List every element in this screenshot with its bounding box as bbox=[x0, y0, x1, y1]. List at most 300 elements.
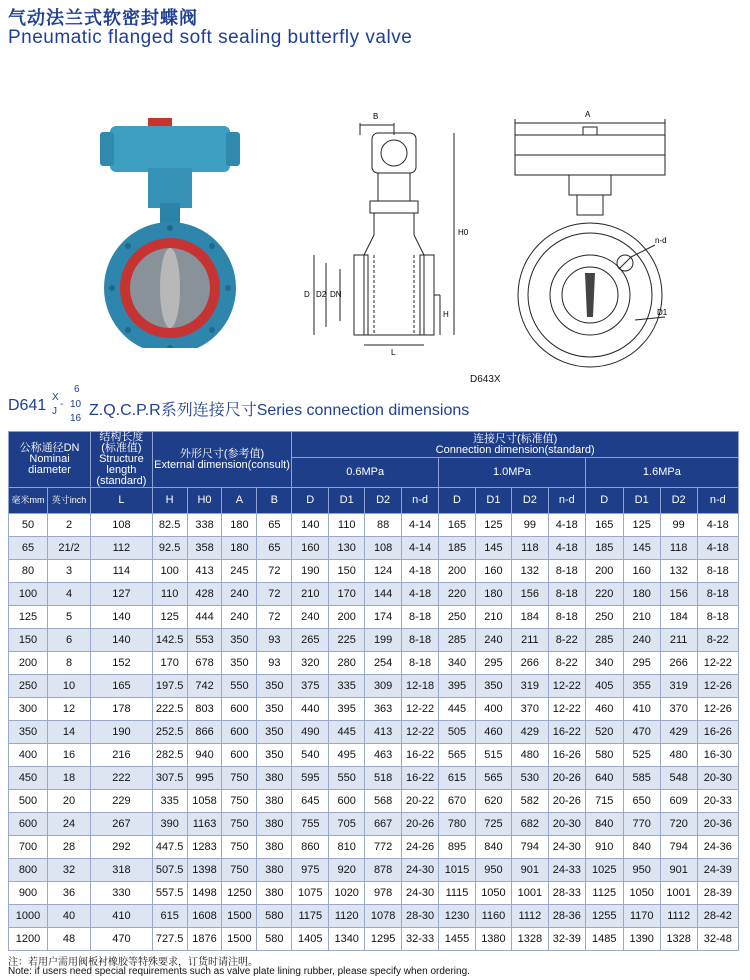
table-cell: 32-39 bbox=[548, 928, 585, 951]
table-cell: 108 bbox=[365, 537, 402, 560]
table-cell: 670 bbox=[439, 790, 476, 813]
table-cell: 520 bbox=[585, 721, 623, 744]
table-cell: 210 bbox=[475, 606, 511, 629]
table-row bbox=[9, 767, 739, 790]
table-cell: 495 bbox=[329, 744, 365, 767]
table-cell: 16-26 bbox=[697, 721, 738, 744]
table-cell: 950 bbox=[623, 859, 660, 882]
table-cell: 12-18 bbox=[402, 675, 439, 698]
table-cell: 901 bbox=[511, 859, 548, 882]
table-cell: 2 bbox=[48, 514, 91, 537]
table-cell: 750 bbox=[222, 767, 257, 790]
table-cell: 580 bbox=[257, 928, 292, 951]
table-cell: 400 bbox=[9, 744, 48, 767]
table-cell: 380 bbox=[257, 790, 292, 813]
table-cell: 428 bbox=[187, 583, 222, 606]
table-cell: 8-18 bbox=[697, 560, 738, 583]
col-h: H bbox=[152, 488, 187, 514]
table-cell: 295 bbox=[475, 652, 511, 675]
table-cell: 165 bbox=[91, 675, 153, 698]
table-cell: 380 bbox=[257, 767, 292, 790]
side-view-drawing bbox=[290, 105, 490, 385]
table-cell: 222 bbox=[91, 767, 153, 790]
table-row bbox=[9, 514, 739, 537]
connection-header: 连接尺寸(标准值) Connection dimension(standard) bbox=[292, 432, 739, 458]
table-cell: 125 bbox=[623, 514, 660, 537]
table-cell: 216 bbox=[91, 744, 153, 767]
table-cell: 705 bbox=[329, 813, 365, 836]
table-row bbox=[9, 537, 739, 560]
table-cell: 1112 bbox=[660, 905, 697, 928]
col-l: L bbox=[91, 488, 153, 514]
table-cell: 16-22 bbox=[402, 767, 439, 790]
col-h0: H0 bbox=[187, 488, 222, 514]
col-d1-06: D1 bbox=[329, 488, 365, 514]
note-en: Note: if users need special requirements such as valve plate lining rubber, please specify when ordering. bbox=[8, 966, 470, 977]
table-cell: 18 bbox=[48, 767, 91, 790]
table-cell: 110 bbox=[152, 583, 187, 606]
table-cell: 580 bbox=[585, 744, 623, 767]
table-body bbox=[9, 514, 739, 951]
table-cell: 878 bbox=[365, 859, 402, 882]
table-cell: 112 bbox=[91, 537, 153, 560]
table-cell: 1058 bbox=[187, 790, 222, 813]
table-cell: 445 bbox=[439, 698, 476, 721]
table-cell: 65 bbox=[257, 514, 292, 537]
table-cell: 285 bbox=[439, 629, 476, 652]
table-cell: 429 bbox=[511, 721, 548, 744]
table-cell: 1608 bbox=[187, 905, 222, 928]
table-cell: 10 bbox=[48, 675, 91, 698]
table-cell: 480 bbox=[660, 744, 697, 767]
table-cell: 609 bbox=[660, 790, 697, 813]
table-cell: 515 bbox=[475, 744, 511, 767]
col-d-10: D bbox=[439, 488, 476, 514]
table-cell: 1328 bbox=[511, 928, 548, 951]
table-cell: 185 bbox=[585, 537, 623, 560]
table-cell: 320 bbox=[292, 652, 329, 675]
table-cell: 800 bbox=[9, 859, 48, 882]
table-cell: 1015 bbox=[439, 859, 476, 882]
table-cell: 285 bbox=[585, 629, 623, 652]
table-cell: 280 bbox=[329, 652, 365, 675]
table-cell: 250 bbox=[9, 675, 48, 698]
table-cell: 582 bbox=[511, 790, 548, 813]
table-row bbox=[9, 560, 739, 583]
table-cell: 12-22 bbox=[548, 698, 585, 721]
table-cell: 118 bbox=[660, 537, 697, 560]
table-cell: 395 bbox=[329, 698, 365, 721]
table-cell: 355 bbox=[623, 675, 660, 698]
table-cell: 725 bbox=[475, 813, 511, 836]
table-cell: 200 bbox=[585, 560, 623, 583]
table-cell: 20-30 bbox=[697, 767, 738, 790]
table-cell: 80 bbox=[9, 560, 48, 583]
table-cell: 750 bbox=[222, 836, 257, 859]
table-cell: 24-30 bbox=[548, 836, 585, 859]
table-cell: 470 bbox=[623, 721, 660, 744]
table-cell: 32 bbox=[48, 859, 91, 882]
table-cell: 557.5 bbox=[152, 882, 187, 905]
col-b: B bbox=[257, 488, 292, 514]
table-cell: 500 bbox=[9, 790, 48, 813]
table-cell: 380 bbox=[257, 836, 292, 859]
table-cell: 150 bbox=[9, 629, 48, 652]
series-top-num: 6 bbox=[74, 384, 80, 395]
dim-nd-label: n-d bbox=[655, 236, 667, 245]
series-sub-j: J bbox=[52, 406, 57, 417]
table-cell: 40 bbox=[48, 905, 91, 928]
table-cell: 1170 bbox=[623, 905, 660, 928]
table-cell: 240 bbox=[475, 629, 511, 652]
table-cell: 600 bbox=[329, 790, 365, 813]
table-cell: 350 bbox=[475, 675, 511, 698]
table-cell: 1500 bbox=[222, 928, 257, 951]
col-d2-16: D2 bbox=[660, 488, 697, 514]
table-cell: 28-33 bbox=[548, 882, 585, 905]
col-mm: 毫米mm bbox=[9, 488, 48, 514]
table-cell: 4-18 bbox=[402, 560, 439, 583]
table-cell: 14 bbox=[48, 721, 91, 744]
table-cell: 12-22 bbox=[697, 652, 738, 675]
table-cell: 20-33 bbox=[697, 790, 738, 813]
table-cell: 470 bbox=[91, 928, 153, 951]
table-cell: 100 bbox=[9, 583, 48, 606]
table-cell: 615 bbox=[152, 905, 187, 928]
table-cell: 28-36 bbox=[548, 905, 585, 928]
table-cell: 413 bbox=[187, 560, 222, 583]
col-d1-16: D1 bbox=[623, 488, 660, 514]
col-nd-06: n-d bbox=[402, 488, 439, 514]
table-cell: 8-18 bbox=[697, 606, 738, 629]
table-cell: 160 bbox=[623, 560, 660, 583]
table-cell: 330 bbox=[91, 882, 153, 905]
table-cell: 125 bbox=[475, 514, 511, 537]
table-cell: 1112 bbox=[511, 905, 548, 928]
table-cell: 450 bbox=[9, 767, 48, 790]
table-cell: 405 bbox=[585, 675, 623, 698]
table-cell: 750 bbox=[222, 859, 257, 882]
table-cell: 1380 bbox=[475, 928, 511, 951]
table-row bbox=[9, 721, 739, 744]
table-cell: 24-30 bbox=[402, 859, 439, 882]
table-row bbox=[9, 905, 739, 928]
table-cell: 975 bbox=[292, 859, 329, 882]
table-cell: 132 bbox=[511, 560, 548, 583]
table-cell: 780 bbox=[439, 813, 476, 836]
table-cell: 72 bbox=[257, 560, 292, 583]
table-cell: 36 bbox=[48, 882, 91, 905]
table-cell: 16 bbox=[48, 744, 91, 767]
table-cell: 65 bbox=[9, 537, 48, 560]
table-cell: 142.5 bbox=[152, 629, 187, 652]
table-row bbox=[9, 836, 739, 859]
connection-dimensions-table bbox=[8, 431, 739, 951]
table-cell: 211 bbox=[660, 629, 697, 652]
table-cell: 1295 bbox=[365, 928, 402, 951]
table-cell: 350 bbox=[257, 675, 292, 698]
table-cell: 145 bbox=[623, 537, 660, 560]
table-cell: 530 bbox=[511, 767, 548, 790]
table-cell: 1020 bbox=[329, 882, 365, 905]
structure-header: 结构长度 (标准值) Structure length (standard) bbox=[91, 432, 153, 488]
table-cell: 380 bbox=[257, 859, 292, 882]
table-cell: 525 bbox=[623, 744, 660, 767]
table-cell: 266 bbox=[511, 652, 548, 675]
table-cell: 309 bbox=[365, 675, 402, 698]
table-cell: 240 bbox=[222, 606, 257, 629]
table-cell: 750 bbox=[222, 790, 257, 813]
table-cell: 12 bbox=[48, 698, 91, 721]
table-cell: 16-22 bbox=[548, 721, 585, 744]
table-cell: 4-18 bbox=[402, 583, 439, 606]
table-cell: 1000 bbox=[9, 905, 48, 928]
table-cell: 72 bbox=[257, 606, 292, 629]
table-cell: 12-22 bbox=[402, 721, 439, 744]
table-cell: 180 bbox=[222, 537, 257, 560]
table-cell: 28 bbox=[48, 836, 91, 859]
table-cell: 742 bbox=[187, 675, 222, 698]
series-mid-num: 10 bbox=[70, 399, 82, 410]
table-cell: 180 bbox=[475, 583, 511, 606]
table-cell: 5 bbox=[48, 606, 91, 629]
table-cell: 1160 bbox=[475, 905, 511, 928]
table-cell: 114 bbox=[91, 560, 153, 583]
table-cell: 380 bbox=[257, 882, 292, 905]
table-cell: 265 bbox=[292, 629, 329, 652]
table-cell: 93 bbox=[257, 629, 292, 652]
table-cell: 860 bbox=[292, 836, 329, 859]
table-cell: 335 bbox=[152, 790, 187, 813]
table-cell: 4-18 bbox=[697, 514, 738, 537]
table-cell: 8-18 bbox=[402, 629, 439, 652]
table-cell: 1025 bbox=[585, 859, 623, 882]
table-cell: 358 bbox=[187, 537, 222, 560]
table-row bbox=[9, 813, 739, 836]
table-cell: 667 bbox=[365, 813, 402, 836]
table-cell: 1398 bbox=[187, 859, 222, 882]
table-cell: 8 bbox=[48, 652, 91, 675]
table-cell: 197.5 bbox=[152, 675, 187, 698]
table-cell: 8-18 bbox=[402, 606, 439, 629]
table-cell: 727.5 bbox=[152, 928, 187, 951]
dim-d1-label: D1 bbox=[657, 308, 668, 317]
table-cell: 190 bbox=[292, 560, 329, 583]
table-cell: 245 bbox=[222, 560, 257, 583]
table-cell: 4-14 bbox=[402, 537, 439, 560]
dim-h-label: H bbox=[443, 310, 449, 319]
table-cell: 65 bbox=[257, 537, 292, 560]
table-cell: 240 bbox=[222, 583, 257, 606]
table-cell: 160 bbox=[475, 560, 511, 583]
table-cell: 132 bbox=[660, 560, 697, 583]
table-cell: 28-39 bbox=[697, 882, 738, 905]
dim-dn-label: DN bbox=[330, 290, 342, 299]
table-cell: 840 bbox=[475, 836, 511, 859]
table-cell: 199 bbox=[365, 629, 402, 652]
table-cell: 28-30 bbox=[402, 905, 439, 928]
table-cell: 1050 bbox=[623, 882, 660, 905]
pressure-16-header: 1.6MPa bbox=[585, 458, 738, 488]
table-cell: 8-22 bbox=[548, 652, 585, 675]
model-label: D643X bbox=[470, 374, 501, 385]
table-cell: 720 bbox=[660, 813, 697, 836]
table-cell: 170 bbox=[329, 583, 365, 606]
table-cell: 340 bbox=[439, 652, 476, 675]
table-cell: 125 bbox=[9, 606, 48, 629]
table-cell: 553 bbox=[187, 629, 222, 652]
table-cell: 21/2 bbox=[48, 537, 91, 560]
table-cell: 20-36 bbox=[697, 813, 738, 836]
table-cell: 363 bbox=[365, 698, 402, 721]
col-d2-06: D2 bbox=[365, 488, 402, 514]
table-cell: 920 bbox=[329, 859, 365, 882]
table-cell: 794 bbox=[660, 836, 697, 859]
table-cell: 1115 bbox=[439, 882, 476, 905]
table-cell: 678 bbox=[187, 652, 222, 675]
table-cell: 620 bbox=[475, 790, 511, 813]
pressure-10-header: 1.0MPa bbox=[439, 458, 586, 488]
table-cell: 580 bbox=[257, 905, 292, 928]
table-cell: 413 bbox=[365, 721, 402, 744]
table-cell: 93 bbox=[257, 652, 292, 675]
table-cell: 12-26 bbox=[697, 698, 738, 721]
table-cell: 8-18 bbox=[697, 583, 738, 606]
table-cell: 600 bbox=[222, 721, 257, 744]
valve-photo bbox=[90, 118, 250, 348]
table-cell: 1120 bbox=[329, 905, 365, 928]
table-cell: 156 bbox=[660, 583, 697, 606]
table-cell: 20-26 bbox=[548, 767, 585, 790]
table-cell: 8-18 bbox=[548, 560, 585, 583]
table-cell: 350 bbox=[222, 652, 257, 675]
table-cell: 900 bbox=[9, 882, 48, 905]
table-cell: 548 bbox=[660, 767, 697, 790]
table-cell: 124 bbox=[365, 560, 402, 583]
table-cell: 28-42 bbox=[697, 905, 738, 928]
table-cell: 250 bbox=[585, 606, 623, 629]
table-cell: 375 bbox=[292, 675, 329, 698]
table-cell: 1125 bbox=[585, 882, 623, 905]
col-nd-10: n-d bbox=[548, 488, 585, 514]
table-cell: 225 bbox=[329, 629, 365, 652]
table-cell: 185 bbox=[439, 537, 476, 560]
col-d-06: D bbox=[292, 488, 329, 514]
table-cell: 1485 bbox=[585, 928, 623, 951]
table-cell: 440 bbox=[292, 698, 329, 721]
table-cell: 99 bbox=[660, 514, 697, 537]
table-cell: 550 bbox=[222, 675, 257, 698]
title-zh: 气动法兰式软密封蝶阀 bbox=[8, 8, 198, 29]
series-bottom-num: 16 bbox=[70, 413, 82, 424]
table-row bbox=[9, 606, 739, 629]
table-cell: 615 bbox=[439, 767, 476, 790]
table-cell: 4 bbox=[48, 583, 91, 606]
table-cell: 1255 bbox=[585, 905, 623, 928]
table-cell: 174 bbox=[365, 606, 402, 629]
table-row bbox=[9, 790, 739, 813]
dim-a-label: A bbox=[585, 110, 591, 119]
series-dash: - bbox=[60, 399, 64, 410]
table-cell: 490 bbox=[292, 721, 329, 744]
table-cell: 568 bbox=[365, 790, 402, 813]
table-cell: 8-18 bbox=[548, 606, 585, 629]
table-cell: 4-18 bbox=[548, 537, 585, 560]
table-cell: 978 bbox=[365, 882, 402, 905]
series-rest: Z.Q.C.P.R系列连接尺寸Series connection dimensions bbox=[89, 402, 470, 419]
table-cell: 910 bbox=[585, 836, 623, 859]
table-cell: 1001 bbox=[511, 882, 548, 905]
table-cell: 750 bbox=[222, 813, 257, 836]
table-cell: 1175 bbox=[292, 905, 329, 928]
table-cell: 32-48 bbox=[697, 928, 738, 951]
table-cell: 110 bbox=[329, 514, 365, 537]
table-cell: 8-22 bbox=[548, 629, 585, 652]
table-cell: 463 bbox=[365, 744, 402, 767]
table-cell: 24-33 bbox=[548, 859, 585, 882]
dim-l-label: L bbox=[391, 348, 396, 357]
table-cell: 505 bbox=[439, 721, 476, 744]
table-cell: 565 bbox=[439, 744, 476, 767]
table-cell: 715 bbox=[585, 790, 623, 813]
table-cell: 1200 bbox=[9, 928, 48, 951]
table-cell: 295 bbox=[623, 652, 660, 675]
table-cell: 4-18 bbox=[697, 537, 738, 560]
table-cell: 8-22 bbox=[697, 629, 738, 652]
table-cell: 1283 bbox=[187, 836, 222, 859]
table-cell: 380 bbox=[257, 813, 292, 836]
col-d-16: D bbox=[585, 488, 623, 514]
table-cell: 200 bbox=[9, 652, 48, 675]
table-cell: 700 bbox=[9, 836, 48, 859]
table-cell: 600 bbox=[9, 813, 48, 836]
table-cell: 125 bbox=[152, 606, 187, 629]
table-cell: 810 bbox=[329, 836, 365, 859]
table-cell: 200 bbox=[439, 560, 476, 583]
table-cell: 6 bbox=[48, 629, 91, 652]
table-cell: 410 bbox=[623, 698, 660, 721]
table-cell: 772 bbox=[365, 836, 402, 859]
table-cell: 222.5 bbox=[152, 698, 187, 721]
table-cell: 20-30 bbox=[548, 813, 585, 836]
table-cell: 100 bbox=[152, 560, 187, 583]
table-cell: 4-14 bbox=[402, 514, 439, 537]
table-cell: 250 bbox=[439, 606, 476, 629]
table-cell: 338 bbox=[187, 514, 222, 537]
col-a: A bbox=[222, 488, 257, 514]
table-row bbox=[9, 675, 739, 698]
table-cell: 1075 bbox=[292, 882, 329, 905]
note-zh: 注：若用户需用阀板衬橡胶等特殊要求，订货时请注明。 bbox=[8, 957, 258, 968]
table-cell: 240 bbox=[292, 606, 329, 629]
nominal-header: 公称通径DN Nominai diameter bbox=[9, 432, 91, 488]
table-cell: 20 bbox=[48, 790, 91, 813]
table-cell: 565 bbox=[475, 767, 511, 790]
table-cell: 866 bbox=[187, 721, 222, 744]
table-row bbox=[9, 652, 739, 675]
table-cell: 3 bbox=[48, 560, 91, 583]
table-cell: 240 bbox=[623, 629, 660, 652]
table-cell: 16-30 bbox=[697, 744, 738, 767]
table-cell: 211 bbox=[511, 629, 548, 652]
table-cell: 901 bbox=[660, 859, 697, 882]
table-cell: 24-36 bbox=[697, 836, 738, 859]
table-cell: 20-26 bbox=[402, 813, 439, 836]
table-cell: 507.5 bbox=[152, 859, 187, 882]
table-cell: 395 bbox=[439, 675, 476, 698]
table-cell: 82.5 bbox=[152, 514, 187, 537]
table-cell: 210 bbox=[292, 583, 329, 606]
